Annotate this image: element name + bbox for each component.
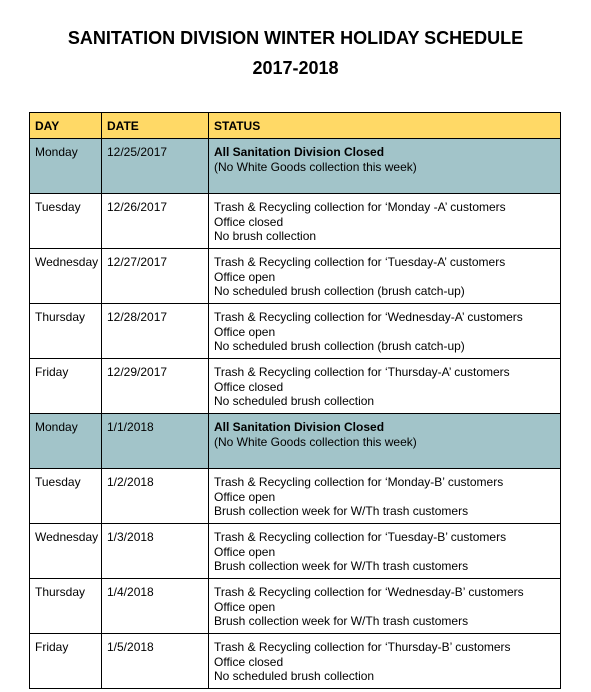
status-line: Trash & Recycling collection for ‘Tuesday-B’ customers — [214, 530, 507, 544]
cell-status — [209, 139, 561, 194]
cell-status — [209, 249, 561, 304]
cell-day: Thursday — [30, 304, 102, 359]
status-line: No scheduled brush collection (brush catch-up) — [214, 339, 465, 353]
cell-day: Thursday — [30, 579, 102, 634]
page-title: SANITATION DIVISION WINTER HOLIDAY SCHEDULE — [67, 28, 524, 48]
status-line: Office closed — [214, 214, 284, 229]
cell-status — [209, 634, 561, 689]
status-line: (No White Goods collection this week) — [214, 434, 417, 449]
status-line: All Sanitation Division Closed — [214, 145, 385, 159]
status-line: Office closed — [214, 654, 284, 669]
column-header-date: DATE — [102, 113, 209, 139]
cell-status — [209, 469, 561, 524]
table-row — [30, 579, 561, 634]
status-line: Trash & Recycling collection for ‘Wednesday-A’ customers — [214, 310, 523, 324]
cell-date: 1/1/2018 — [102, 414, 209, 469]
status-line: No scheduled brush collection — [214, 669, 375, 683]
table-body — [30, 139, 561, 689]
table-row — [30, 249, 561, 304]
cell-day: Friday — [30, 359, 102, 414]
status-line: Office open — [214, 269, 276, 284]
status-line: Brush collection week for W/Th trash customers — [214, 559, 469, 573]
status-line: Brush collection week for W/Th trash customers — [214, 614, 469, 628]
status-line: All Sanitation Division Closed — [214, 420, 385, 434]
cell-day: Monday — [30, 139, 102, 194]
table-row — [30, 194, 561, 249]
status-line: Brush collection week for W/Th trash customers — [214, 504, 469, 518]
cell-day: Friday — [30, 634, 102, 689]
cell-date: 12/26/2017 — [102, 194, 209, 249]
column-header-day: DAY — [30, 113, 102, 139]
cell-status — [209, 524, 561, 579]
status-line: Office open — [214, 324, 276, 339]
cell-day: Wednesday — [30, 249, 102, 304]
status-line: Trash & Recycling collection for ‘Thursday-A’ customers — [214, 365, 510, 379]
table-row — [30, 524, 561, 579]
table-row — [30, 634, 561, 689]
page-subtitle-years: 2017-2018 — [252, 58, 339, 78]
cell-status — [209, 579, 561, 634]
cell-date: 1/5/2018 — [102, 634, 209, 689]
cell-date: 1/3/2018 — [102, 524, 209, 579]
column-header-status: STATUS — [209, 113, 561, 139]
cell-status — [209, 304, 561, 359]
table-row — [30, 139, 561, 194]
cell-day: Tuesday — [30, 469, 102, 524]
table-row — [30, 304, 561, 359]
cell-date: 12/29/2017 — [102, 359, 209, 414]
table-row — [30, 414, 561, 469]
status-line: Trash & Recycling collection for ‘Monday -A’ customers — [214, 200, 506, 214]
status-line: No scheduled brush collection — [214, 394, 375, 408]
status-line: Trash & Recycling collection for ‘Thursday-B’ customers — [214, 640, 511, 654]
status-line: Office open — [214, 489, 276, 504]
cell-day: Tuesday — [30, 194, 102, 249]
status-line: Office open — [214, 544, 276, 559]
status-line: No brush collection — [214, 229, 317, 243]
table-row — [30, 359, 561, 414]
cell-date: 1/4/2018 — [102, 579, 209, 634]
cell-date: 12/27/2017 — [102, 249, 209, 304]
cell-date: 1/2/2018 — [102, 469, 209, 524]
status-line: Trash & Recycling collection for ‘Monday-B’ customers — [214, 475, 504, 489]
status-line: No scheduled brush collection (brush catch-up) — [214, 284, 465, 298]
cell-date: 12/25/2017 — [102, 139, 209, 194]
cell-status — [209, 359, 561, 414]
status-line: Trash & Recycling collection for ‘Wednesday-B’ customers — [214, 585, 524, 599]
status-line: (No White Goods collection this week) — [214, 159, 417, 174]
status-line: Office closed — [214, 379, 284, 394]
cell-date: 12/28/2017 — [102, 304, 209, 359]
table-header-row — [30, 113, 561, 139]
status-line: Trash & Recycling collection for ‘Tuesday-A’ customers — [214, 255, 506, 269]
table-row — [30, 469, 561, 524]
cell-status — [209, 194, 561, 249]
cell-day: Monday — [30, 414, 102, 469]
holiday-schedule-table — [29, 112, 561, 689]
cell-day: Wednesday — [30, 524, 102, 579]
cell-status — [209, 414, 561, 469]
status-line: Office open — [214, 599, 276, 614]
